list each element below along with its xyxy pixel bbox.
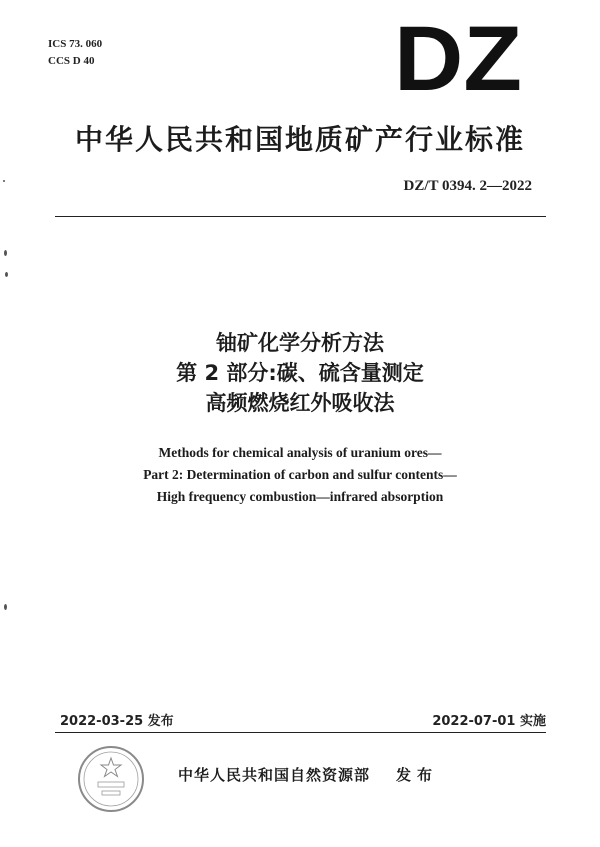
main-title: 中华人民共和国地质矿产行业标准 xyxy=(74,123,525,156)
publisher: 中华人民共和国自然资源部 xyxy=(178,766,371,784)
top-divider xyxy=(55,216,546,217)
english-title-block xyxy=(50,442,550,508)
official-seal-icon xyxy=(76,744,146,814)
issue-label: 发布 xyxy=(396,766,439,784)
chinese-title-line-1: 铀矿化学分析方法 xyxy=(216,331,384,355)
scan-speck xyxy=(3,180,5,182)
scan-speck xyxy=(4,604,7,610)
bottom-divider xyxy=(55,732,546,733)
chinese-title-block xyxy=(60,328,540,418)
issue-date: 2022-03-25 发布 xyxy=(60,714,174,729)
implementation-date: 2022-07-01 实施 xyxy=(432,714,546,729)
english-title-line-1: Methods for chemical analysis of uranium ores— xyxy=(158,445,442,460)
classification-codes xyxy=(48,36,102,70)
ccs-code: CCS D 40 xyxy=(48,55,95,67)
standard-number: DZ/T 0394. 2—2022 xyxy=(403,178,532,194)
english-title-line-2: Part 2: Determination of carbon and sulfur contents— xyxy=(143,467,457,482)
ics-code: ICS 73. 060 xyxy=(48,38,103,50)
english-title-line-3: High frequency combustion—infrared absorption xyxy=(156,489,444,504)
dz-logo xyxy=(392,24,524,94)
logo-text: DZ xyxy=(394,24,522,94)
chinese-title-line-2: 第 2 部分:碳、硫含量测定 xyxy=(176,361,424,385)
scan-speck xyxy=(5,272,8,277)
chinese-title-line-3: 高频燃烧红外吸收法 xyxy=(205,391,395,415)
scan-speck xyxy=(4,250,7,256)
